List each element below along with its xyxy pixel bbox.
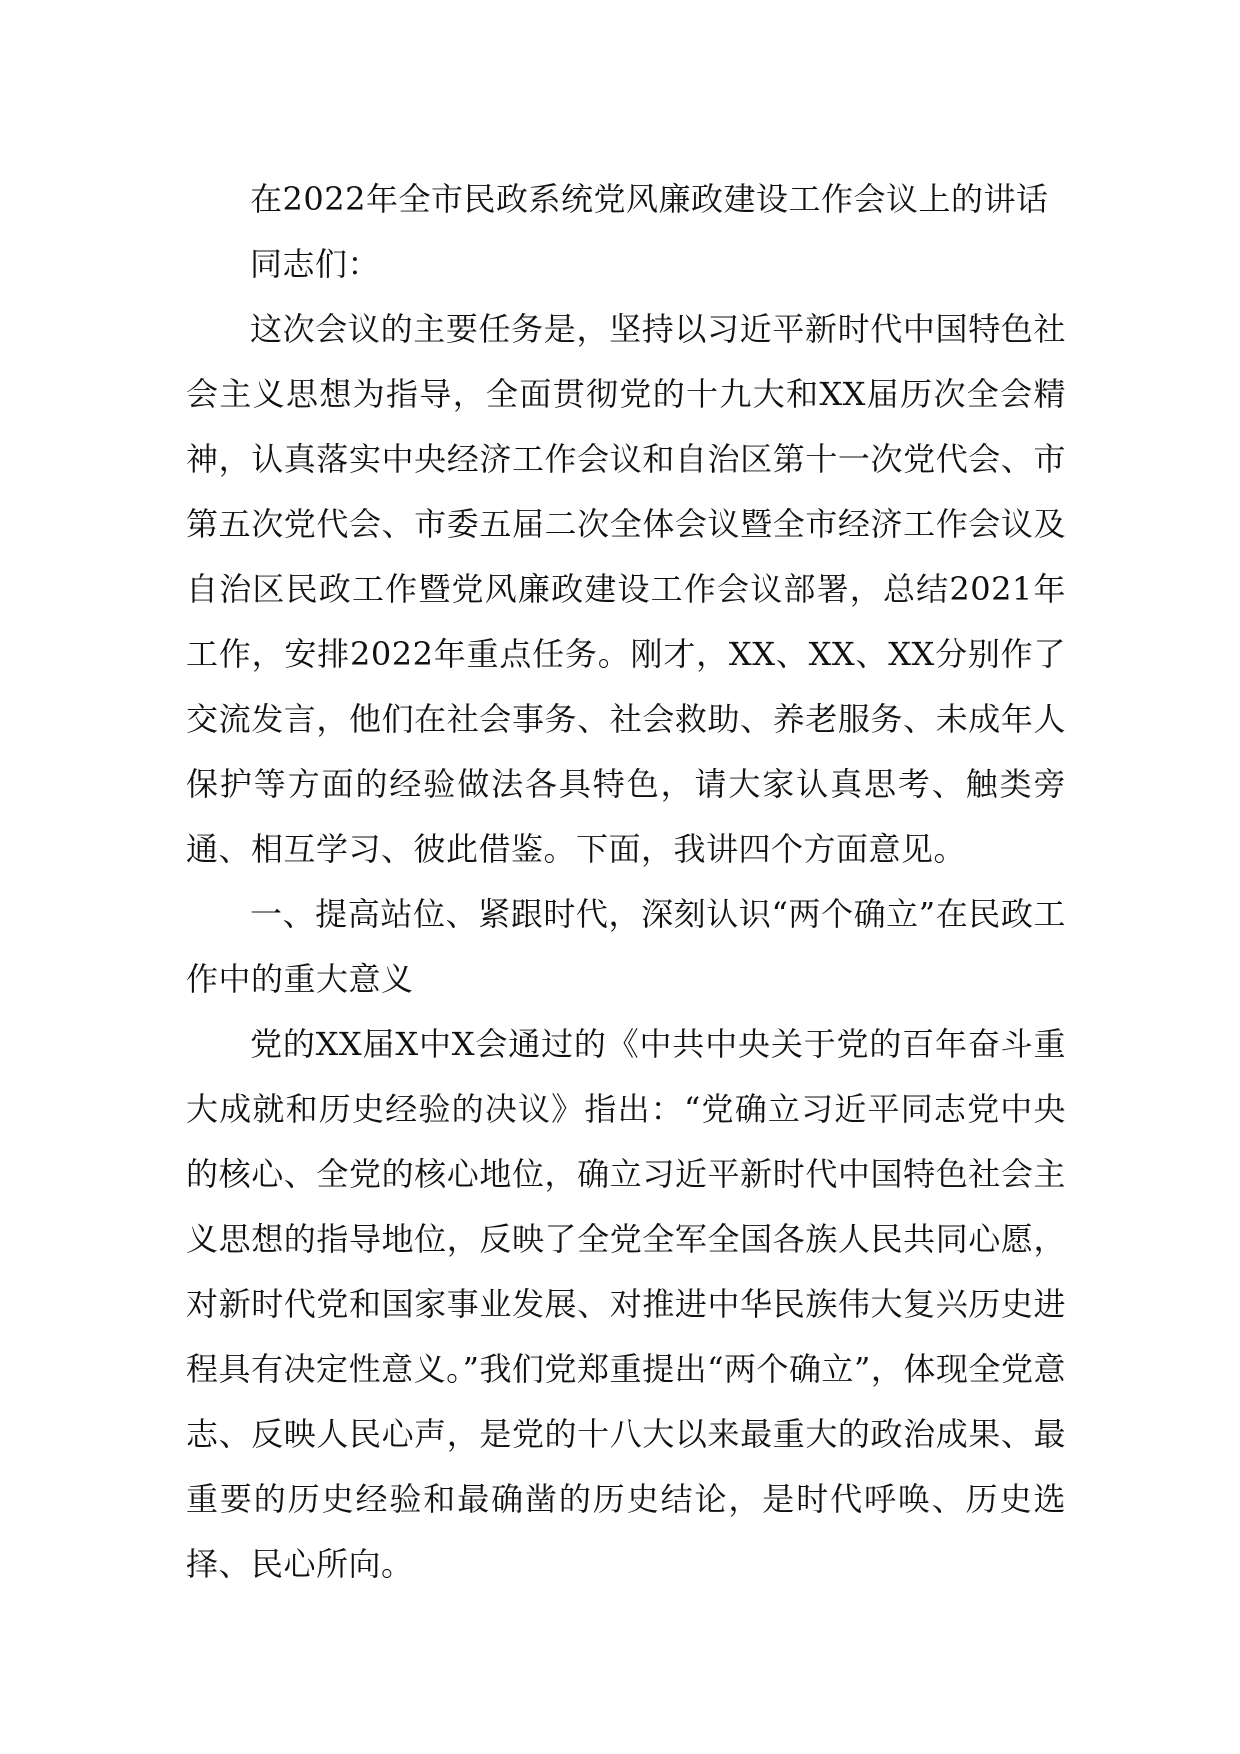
- document-title: 在2022年全市民政系统党风廉政建设工作会议上的讲话: [250, 180, 1049, 218]
- salutation: 同志们：: [250, 245, 381, 283]
- document-body: [186, 167, 1066, 1597]
- paragraph-section-1: 党的XX届X中X会通过的《中共中央关于党的百年奋斗重大成就和历史经验的决议》指出：“党确立习近平同志党中央的核心、全党的核心地位，确立习近平新时代中国特色社会主义思想的指导地位，反映了全党全军全国各族人民共同心愿，对新时代党和国家事业发展、对推进中华民族伟大复兴历史进程具有决定性意义。”我们党郑重提出“两个确立”，体现全党意志、反映人民心声，是党的十八大以来最重大的政治成果、最重要的历史经验和最确凿的历史结论，是时代呼唤、历史选择、民心所向。: [186, 1025, 1066, 1583]
- section-heading-1: 一、提高站位、紧跟时代，深刻认识“两个确立”在民政工作中的重大意义: [186, 895, 1066, 998]
- paragraph-intro: 这次会议的主要任务是，坚持以习近平新时代中国特色社会主义思想为指导，全面贯彻党的十九大和XX届历次全会精神，认真落实中央经济工作会议和自治区第十一次党代会、市第五次党代会、市委五届二次全体会议暨全市经济工作会议及自治区民政工作暨党风廉政建设工作会议部署，总结2021年工作，安排2022年重点任务。刚才，XX、XX、XX分别作了交流发言，他们在社会事务、社会救助、养老服务、未成年人保护等方面的经验做法各具特色，请大家认真思考、触类旁通、相互学习、彼此借鉴。下面，我讲四个方面意见。: [186, 310, 1066, 868]
